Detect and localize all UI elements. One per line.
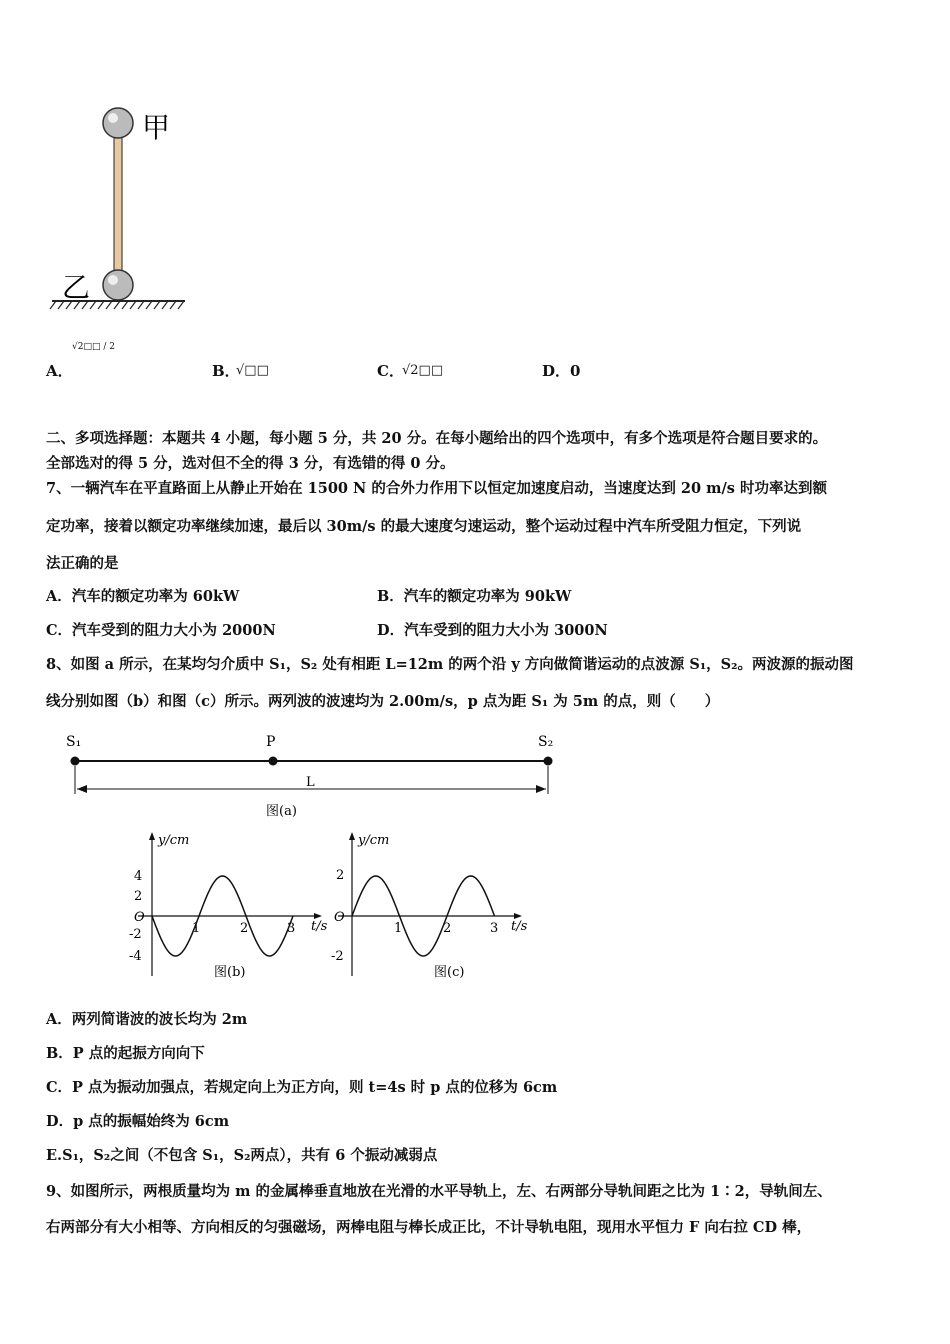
fig-b-origin: O <box>134 910 145 925</box>
rod <box>114 125 122 285</box>
q8-option-e: E.S₁，S₂之间（不包含 S₁，S₂两点），共有 6 个振动减弱点 <box>46 1147 438 1164</box>
fig-b-ytick-neg4: -4 <box>129 949 142 964</box>
fig-b-caption: 图(b) <box>214 965 246 980</box>
fig-a-p: P <box>266 734 276 750</box>
q7-line2: 定功率，接着以额定功率继续加速，最后以 30m/s 的最大速度匀速运动，整个运动过程中汽车所受阻力恒定，下列说 <box>46 518 802 535</box>
fig-c-caption: 图(c) <box>434 965 465 980</box>
q7-line3: 法正确的是 <box>46 555 119 572</box>
q8-option-a: A．两列简谐波的波长均为 2m <box>46 1011 248 1028</box>
fig-b-xtick-3: 3 <box>287 921 296 936</box>
label-yi: 乙 <box>62 271 91 304</box>
q7-option-c: C．汽车受到的阻力大小为 2000N <box>46 622 276 639</box>
label-jia: 甲 <box>142 111 171 144</box>
q6-option-a-label: A． <box>46 362 73 380</box>
q8-line2: 线分别如图（b）和图（c）所示。两列波的波速均为 2.00m/s，p 点为距 S₁ 为 5m 的点，则（ ） <box>46 693 720 710</box>
q7-option-d: D．汽车受到的阻力大小为 3000N <box>377 622 608 639</box>
fig-c-xtick-1: 1 <box>394 921 403 936</box>
q8-option-d: D．p 点的振幅始终为 6cm <box>46 1113 230 1130</box>
q6-option-d-label: D． <box>542 362 571 380</box>
fig-c-ytick-neg2: -2 <box>331 949 344 964</box>
q8-option-b: B．P 点的起振方向向下 <box>46 1045 205 1062</box>
q9-line1: 9、如图所示，两根质量均为 m 的金属棒垂直地放在光滑的水平导轨上，左、右两部分导轨间距之比为 1∶2，导轨间左、 <box>46 1183 832 1200</box>
fig-c-xlabel: t/s <box>511 919 528 934</box>
q9-line2: 右两部分有大小相等、方向相反的匀强磁场，两棒电阻与棒长成正比，不计导轨电阻，现用水平恒力 F 向右拉 CD 棒， <box>46 1219 812 1236</box>
fig-c-xtick-3: 3 <box>490 921 499 936</box>
q6-option-d-value: 0 <box>570 362 581 380</box>
fig-b-xlabel: t/s <box>311 919 328 934</box>
fig-b-ytick-neg2: -2 <box>129 927 142 942</box>
section2-heading-line2: 全部选对的得 5 分，选对但不全的得 3 分，有选错的得 0 分。 <box>46 455 455 472</box>
figure-c <box>330 826 535 984</box>
ball-bottom <box>103 270 133 300</box>
fig-a-dot-s1 <box>71 757 80 766</box>
fig-c-ytick-2: 2 <box>336 868 345 883</box>
figure-b <box>128 826 333 984</box>
q7-option-a: A．汽车的额定功率为 60kW <box>46 588 240 605</box>
fig-c-origin: O <box>334 910 345 925</box>
figure-a <box>60 728 570 823</box>
fig-b-ytick-2: 2 <box>134 889 143 904</box>
q6-option-b-value: √□□ <box>236 363 269 378</box>
q6-option-b-label: B． <box>212 362 240 380</box>
fig-a-L: L <box>306 775 315 790</box>
q8-line1: 8、如图 a 所示，在某均匀介质中 S₁，S₂ 处有相距 L=12m 的两个沿 y 方向做简谐运动的点波源 S₁，S₂。两波源的振动图 <box>46 656 854 673</box>
fig-a-dot-p <box>269 757 278 766</box>
fig-a-s1: S₁ <box>66 734 82 750</box>
fig-c-ylabel: y/cm <box>358 833 390 848</box>
fig-a-caption: 图(a) <box>266 804 297 819</box>
fig-a-dot-s2 <box>544 757 553 766</box>
fig-b-ylabel: y/cm <box>158 833 190 848</box>
fig-c-xtick-2: 2 <box>443 921 452 936</box>
ball-top <box>103 108 133 138</box>
q6-option-c-label: C． <box>377 362 404 380</box>
q8-option-c: C．P 点为振动加强点，若规定向上为正方向，则 t=4s 时 p 点的位移为 6cm <box>46 1079 558 1096</box>
q7-option-b: B．汽车的额定功率为 90kW <box>377 588 572 605</box>
q6-option-c-value: √2□□ <box>402 363 444 378</box>
fig-b-ytick-4: 4 <box>134 869 143 884</box>
fig-b-xtick-2: 2 <box>240 921 249 936</box>
q7-line1: 7、一辆汽车在平直路面上从静止开始在 1500 N 的合外力作用下以恒定加速度启动，当速度达到 20 m/s 时功率达到额 <box>46 480 827 497</box>
pendulum-figure <box>40 95 200 320</box>
fig-a-s2: S₂ <box>538 734 554 750</box>
section2-heading-line1: 二、多项选择题：本题共 4 小题，每小题 5 分，共 20 分。在每小题给出的四个选项中，有多个选项是符合题目要求的。 <box>46 430 828 447</box>
fig-b-xtick-1: 1 <box>192 921 201 936</box>
q6-option-a-value: √2□□ / 2 <box>72 342 115 352</box>
